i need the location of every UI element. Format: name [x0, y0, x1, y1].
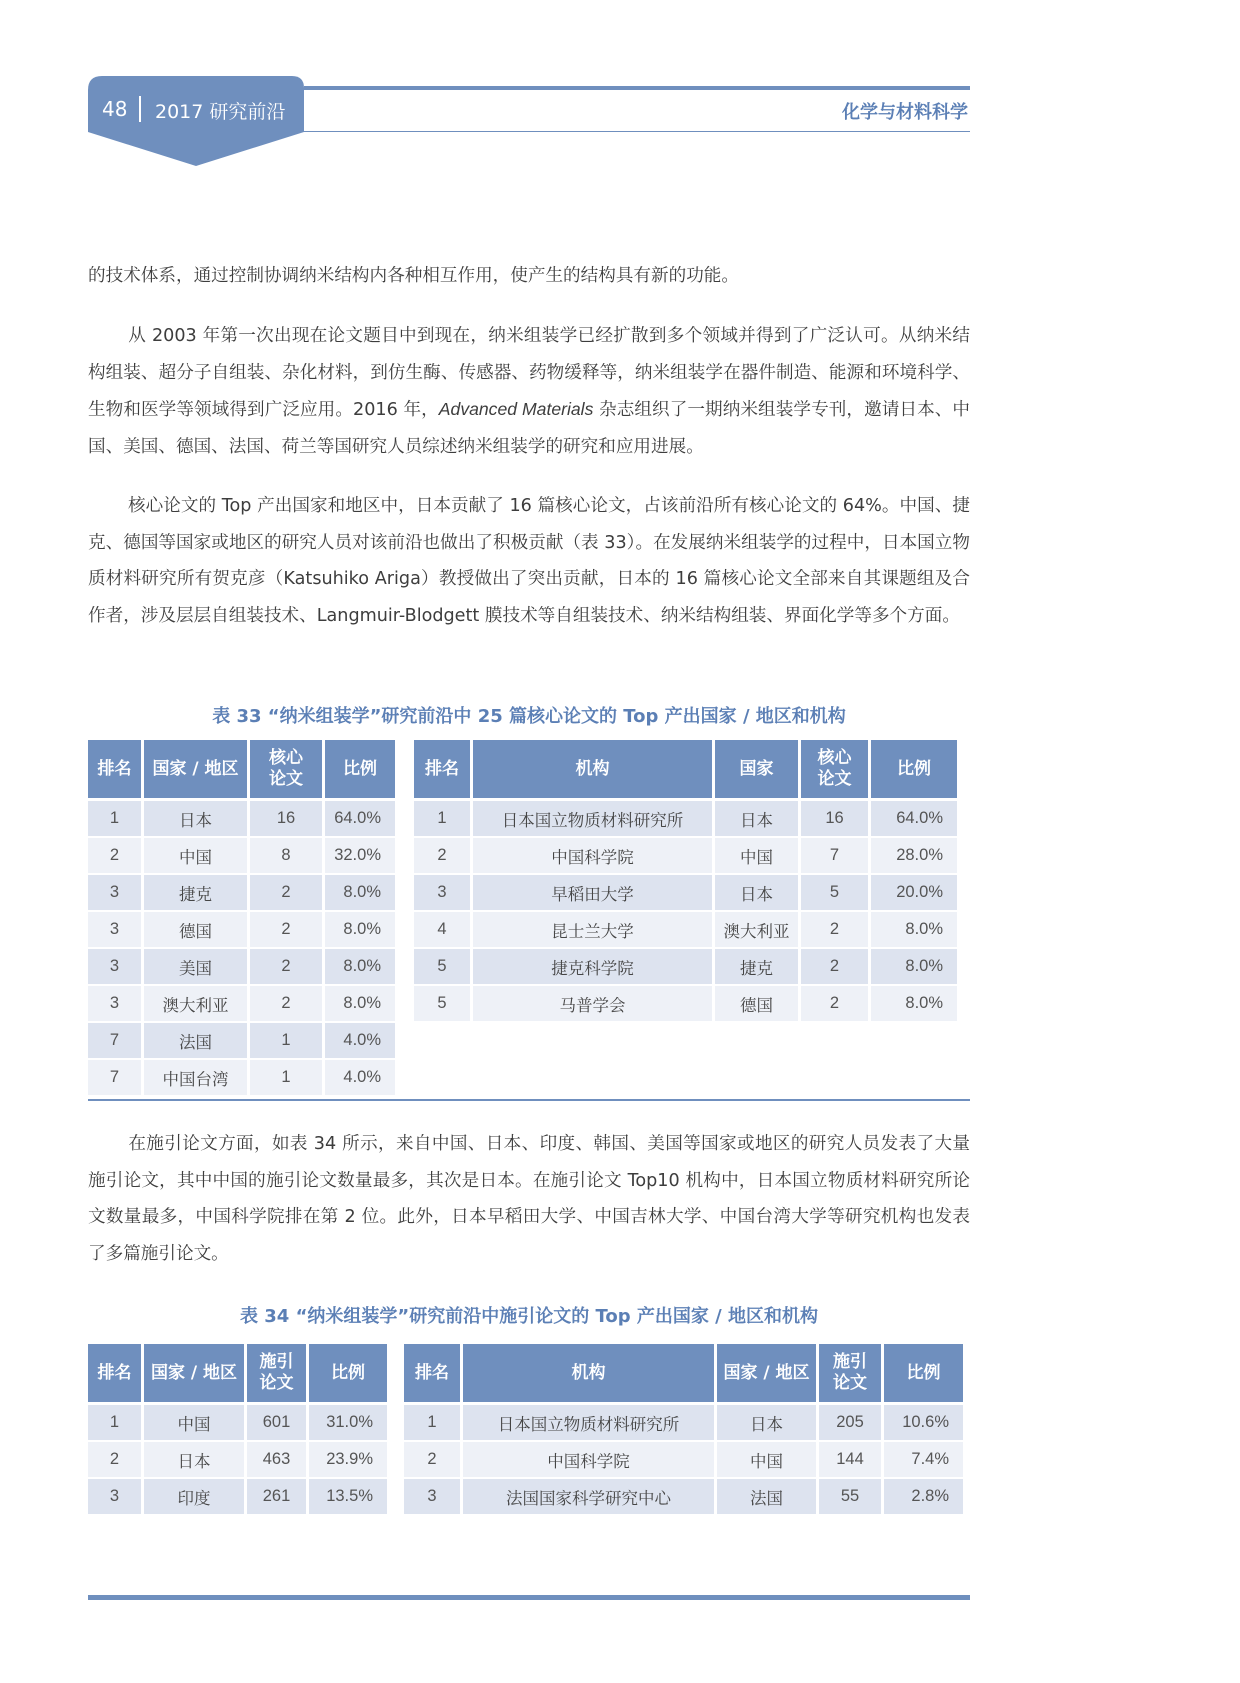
cell-institution: 日本国立物质材料研究所: [473, 801, 712, 838]
paragraph-3: [88, 488, 970, 634]
table-row: [88, 1405, 387, 1442]
cell-country: 美国: [144, 949, 247, 986]
cell-country: 中国: [717, 1442, 816, 1479]
table-row: [404, 1479, 963, 1516]
cell-rank: 2: [88, 838, 141, 875]
cell-rank: 7: [88, 1060, 141, 1097]
col-header-ratio: 比例: [309, 1344, 387, 1405]
cell-ratio: 64.0%: [325, 801, 395, 838]
table-row: [88, 1023, 395, 1060]
cell-rank: 1: [414, 801, 470, 838]
cell-count: 2: [250, 912, 322, 949]
cell-ratio: 7.4%: [884, 1442, 963, 1479]
table-33-bottom-rule: [88, 1099, 970, 1101]
col-header-ratio: 比例: [325, 740, 395, 801]
cell-ratio: 8.0%: [871, 912, 957, 949]
cell-count: 2: [801, 912, 868, 949]
table-row: [88, 838, 395, 875]
cell-country: 日本: [144, 801, 247, 838]
cell-count: 2: [250, 986, 322, 1023]
cell-ratio: 4.0%: [325, 1023, 395, 1060]
table-row: [404, 1405, 963, 1442]
cell-rank: 1: [404, 1405, 460, 1442]
paragraph-2-text-b: 杂志组织了一期纳米组装学专刊，邀请日本、中国、美国、德国、法国、荷兰等国研究人员综述纳米组装学的研究和应用进展。: [88, 400, 970, 457]
cell-count: 2: [250, 875, 322, 912]
table-row: [88, 1479, 387, 1516]
cell-count: 1: [250, 1060, 322, 1097]
paragraph-3-text: 核心论文的 Top 产出国家和地区中，日本贡献了 16 篇核心论文，占该前沿所有核心论文的 64%。中国、捷克、德国等国家或地区的研究人员对该前沿也做出了积极贡献（表 33）。在发展纳米组装学的过程中，日本国立物质材料研究所有贺克彦（Katsuhiko Ariga）教授做出了突出贡献，日本的 16 篇核心论文全部来自其课题组及合作者，涉及层层自组装技术、Langmuir-Blodgett 膜技术等自组装技术、纳米结构组装、界面化学等多个方面。: [88, 496, 970, 626]
col-header-rank: 排名: [88, 1344, 141, 1405]
cell-rank: 3: [88, 912, 141, 949]
cell-rank: 3: [414, 875, 470, 912]
cell-count: 601: [247, 1405, 306, 1442]
cell-count: 55: [819, 1479, 881, 1516]
col-header-institution: 机构: [463, 1344, 714, 1405]
cell-ratio: 20.0%: [871, 875, 957, 912]
cell-country: 中国: [144, 1405, 244, 1442]
cell-country: 印度: [144, 1479, 244, 1516]
paragraph-4: [88, 1126, 970, 1272]
cell-institution: 中国科学院: [473, 838, 712, 875]
table-row: [88, 1060, 395, 1097]
cell-institution: 法国国家科学研究中心: [463, 1479, 714, 1516]
table-row: [88, 986, 395, 1023]
cell-ratio: 13.5%: [309, 1479, 387, 1516]
table-33-countries: [85, 740, 398, 1097]
footer-rule: [88, 1595, 970, 1600]
cell-count: 144: [819, 1442, 881, 1479]
cell-count: 2: [801, 949, 868, 986]
cell-rank: 1: [88, 801, 141, 838]
cell-country: 日本: [715, 801, 798, 838]
cell-rank: 3: [88, 949, 141, 986]
cell-count: 2: [801, 986, 868, 1023]
cell-ratio: 31.0%: [309, 1405, 387, 1442]
cell-rank: 3: [88, 875, 141, 912]
col-header-core-papers: 核心 论文: [801, 740, 868, 801]
cell-count: 261: [247, 1479, 306, 1516]
cell-rank: 3: [88, 1479, 141, 1516]
cell-ratio: 2.8%: [884, 1479, 963, 1516]
col-header-ratio: 比例: [871, 740, 957, 801]
cell-count: 2: [250, 949, 322, 986]
cell-rank: 1: [88, 1405, 141, 1442]
cell-count: 8: [250, 838, 322, 875]
cell-country: 法国: [717, 1479, 816, 1516]
cell-institution: 马普学会: [473, 986, 712, 1023]
table-row: [414, 986, 957, 1023]
table-row: [88, 949, 395, 986]
col-header-rank: 排名: [404, 1344, 460, 1405]
cell-ratio: 8.0%: [871, 949, 957, 986]
table-34-countries: [85, 1344, 390, 1516]
col-header-core-papers: 核心 论文: [250, 740, 322, 801]
cell-count: 463: [247, 1442, 306, 1479]
paragraph-2: [88, 318, 970, 465]
cell-count: 5: [801, 875, 868, 912]
cell-country: 澳大利亚: [715, 912, 798, 949]
cell-rank: 3: [404, 1479, 460, 1516]
section-title: 化学与材料科学: [842, 102, 968, 123]
header-rule-bottom: [304, 131, 970, 132]
journal-name: Advanced Materials: [438, 399, 594, 419]
table-row: [414, 949, 957, 986]
col-header-ratio: 比例: [884, 1344, 963, 1405]
cell-country: 日本: [717, 1405, 816, 1442]
cell-institution: 日本国立物质材料研究所: [463, 1405, 714, 1442]
table-row: [404, 1442, 963, 1479]
cell-rank: 5: [414, 986, 470, 1023]
cell-country: 德国: [144, 912, 247, 949]
cell-institution: 早稻田大学: [473, 875, 712, 912]
table-33-institutions: [411, 740, 960, 1023]
cell-institution: 捷克科学院: [473, 949, 712, 986]
col-header-citing-papers: 施引 论文: [819, 1344, 881, 1405]
col-header-institution: 机构: [473, 740, 712, 801]
cell-ratio: 23.9%: [309, 1442, 387, 1479]
cell-ratio: 8.0%: [871, 986, 957, 1023]
table-33-caption: 表 33 “纳米组装学”研究前沿中 25 篇核心论文的 Top 产出国家 / 地区和机构: [212, 706, 846, 727]
cell-rank: 2: [414, 838, 470, 875]
paragraph-1: 的技术体系，通过控制协调纳米结构内各种相互作用，使产生的结构具有新的功能。: [88, 266, 739, 286]
cell-institution: 昆士兰大学: [473, 912, 712, 949]
cell-ratio: 32.0%: [325, 838, 395, 875]
cell-country: 捷克: [715, 949, 798, 986]
table-34-institutions: [401, 1344, 966, 1516]
cell-country: 中国台湾: [144, 1060, 247, 1097]
col-header-country: 国家 / 地区: [144, 1344, 244, 1405]
table-row: [88, 875, 395, 912]
cell-country: 中国: [144, 838, 247, 875]
page-number: 48: [102, 97, 128, 121]
cell-rank: 4: [414, 912, 470, 949]
cell-count: 16: [250, 801, 322, 838]
table-34-caption: 表 34 “纳米组装学”研究前沿中施引论文的 Top 产出国家 / 地区和机构: [239, 1306, 819, 1327]
col-header-rank: 排名: [88, 740, 141, 801]
cell-rank: 3: [88, 986, 141, 1023]
cell-institution: 中国科学院: [463, 1442, 714, 1479]
col-header-country: 国家: [715, 740, 798, 801]
cell-ratio: 8.0%: [325, 986, 395, 1023]
cell-country: 法国: [144, 1023, 247, 1060]
table-row: [88, 1442, 387, 1479]
cell-ratio: 4.0%: [325, 1060, 395, 1097]
cell-ratio: 10.6%: [884, 1405, 963, 1442]
table-row: [88, 912, 395, 949]
header-separator: [139, 96, 141, 122]
cell-country: 捷克: [144, 875, 247, 912]
cell-count: 1: [250, 1023, 322, 1060]
cell-rank: 2: [404, 1442, 460, 1479]
cell-ratio: 64.0%: [871, 801, 957, 838]
col-header-rank: 排名: [414, 740, 470, 801]
cell-ratio: 8.0%: [325, 875, 395, 912]
cell-ratio: 8.0%: [325, 949, 395, 986]
book-title: 2017 研究前沿: [155, 101, 286, 123]
cell-count: 205: [819, 1405, 881, 1442]
cell-ratio: 28.0%: [871, 838, 957, 875]
cell-count: 16: [801, 801, 868, 838]
cell-rank: 2: [88, 1442, 141, 1479]
col-header-citing-papers: 施引 论文: [247, 1344, 306, 1405]
paragraph-4-text: 在施引论文方面，如表 34 所示，来自中国、日本、印度、韩国、美国等国家或地区的研究人员发表了大量施引论文，其中中国的施引论文数量最多，其次是日本。在施引论文 Top10 机构中，日本国立物质材料研究所论文数量最多，中国科学院排在第 2 位。此外，日本早稻田大学、中国吉林大学、中国台湾大学等研究机构也发表了多篇施引论文。: [88, 1134, 970, 1264]
table-row: [414, 838, 957, 875]
cell-country: 日本: [715, 875, 798, 912]
table-row: [414, 875, 957, 912]
cell-rank: 5: [414, 949, 470, 986]
table-row: [88, 801, 395, 838]
cell-country: 日本: [144, 1442, 244, 1479]
header-rule-top: [304, 86, 970, 90]
cell-count: 7: [801, 838, 868, 875]
col-header-country: 国家 / 地区: [144, 740, 247, 801]
cell-country: 德国: [715, 986, 798, 1023]
table-row: [414, 912, 957, 949]
table-row: [414, 801, 957, 838]
cell-country: 澳大利亚: [144, 986, 247, 1023]
paragraph-2-text-a: 从 2003 年第一次出现在论文题目中到现在，纳米组装学已经扩散到多个领域并得到了广泛认可。从纳米结构组装、超分子自组装、杂化材料，到仿生酶、传感器、药物缓释等，纳米组装学在器件制造、能源和环境科学、生物和医学等领域得到广泛应用。2016 年，: [88, 326, 970, 420]
cell-rank: 7: [88, 1023, 141, 1060]
cell-country: 中国: [715, 838, 798, 875]
cell-ratio: 8.0%: [325, 912, 395, 949]
col-header-country: 国家 / 地区: [717, 1344, 816, 1405]
